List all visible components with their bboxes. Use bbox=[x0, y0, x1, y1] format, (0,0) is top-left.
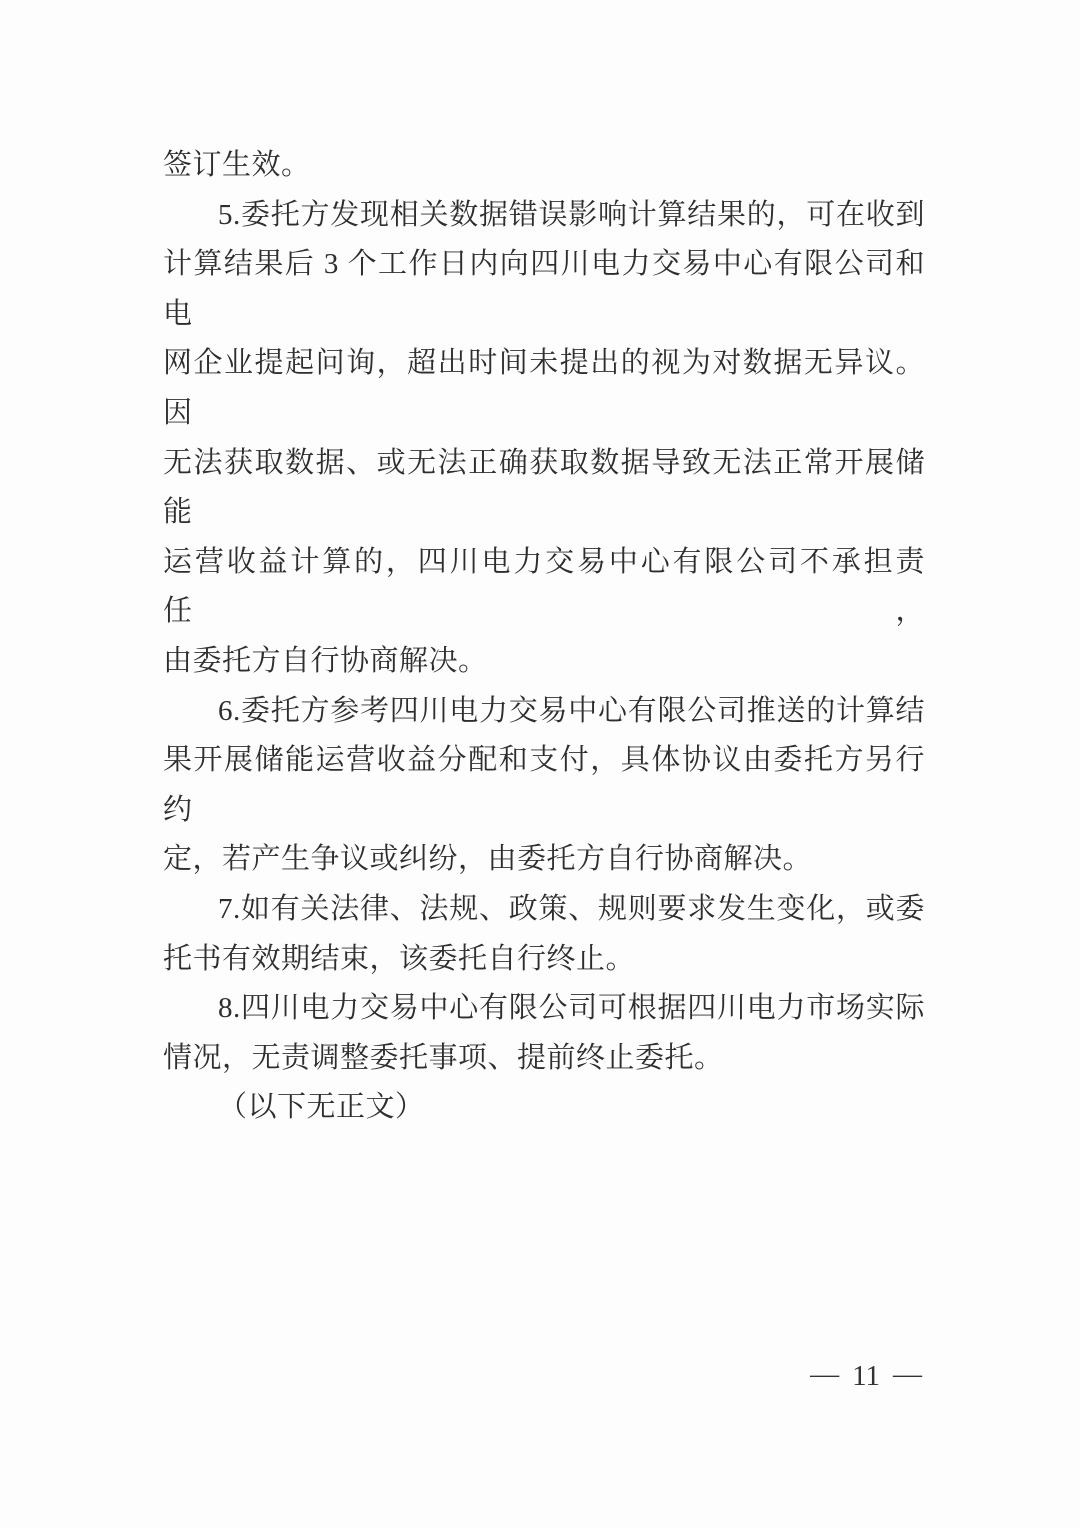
page-number: 11 bbox=[852, 1360, 880, 1392]
document-body bbox=[163, 141, 925, 1133]
footer-dash-right: — bbox=[893, 1358, 922, 1390]
text-line: 情况，无责调整委托事项、提前终止委托。 bbox=[163, 1041, 724, 1074]
text-line: 果开展储能运营收益分配和支付，具体协议由委托方另行约 bbox=[163, 744, 925, 826]
text-line: 网企业提起问询，超出时间未提出的视为对数据无异议。因 bbox=[163, 347, 925, 429]
text-line: 签订生效。 bbox=[163, 149, 311, 181]
text-line: 6.委托方参考四川电力交易中心有限公司推送的计算结 bbox=[218, 694, 925, 727]
text-line: （以下无正文） bbox=[218, 1091, 425, 1124]
page-footer bbox=[810, 1360, 922, 1393]
text-line: 无法获取数据、或无法正确获取数据导致无法正常开展储能 bbox=[163, 446, 925, 529]
text-line: 由委托方自行协商解决。 bbox=[163, 644, 488, 677]
text-line: 托书有效期结束，该委托自行终止。 bbox=[163, 942, 636, 975]
text-line: 运营收益计算的，四川电力交易中心有限公司不承担责任， bbox=[163, 545, 925, 628]
text-line: 定，若产生争议或纠纷，由委托方自行协商解决。 bbox=[163, 843, 813, 876]
footer-dash-left: — bbox=[810, 1358, 840, 1390]
text-line: 7.如有关法律、法规、政策、规则要求发生变化，或委 bbox=[218, 892, 925, 925]
text-line: 5.委托方发现相关数据错误影响计算结果的，可在收到 bbox=[218, 198, 925, 231]
text-line: 8.四川电力交易中心有限公司可根据四川电力市场实际 bbox=[218, 992, 925, 1025]
text-line: 计算结果后 3 个工作日内向四川电力交易中心有限公司和电 bbox=[163, 248, 925, 330]
